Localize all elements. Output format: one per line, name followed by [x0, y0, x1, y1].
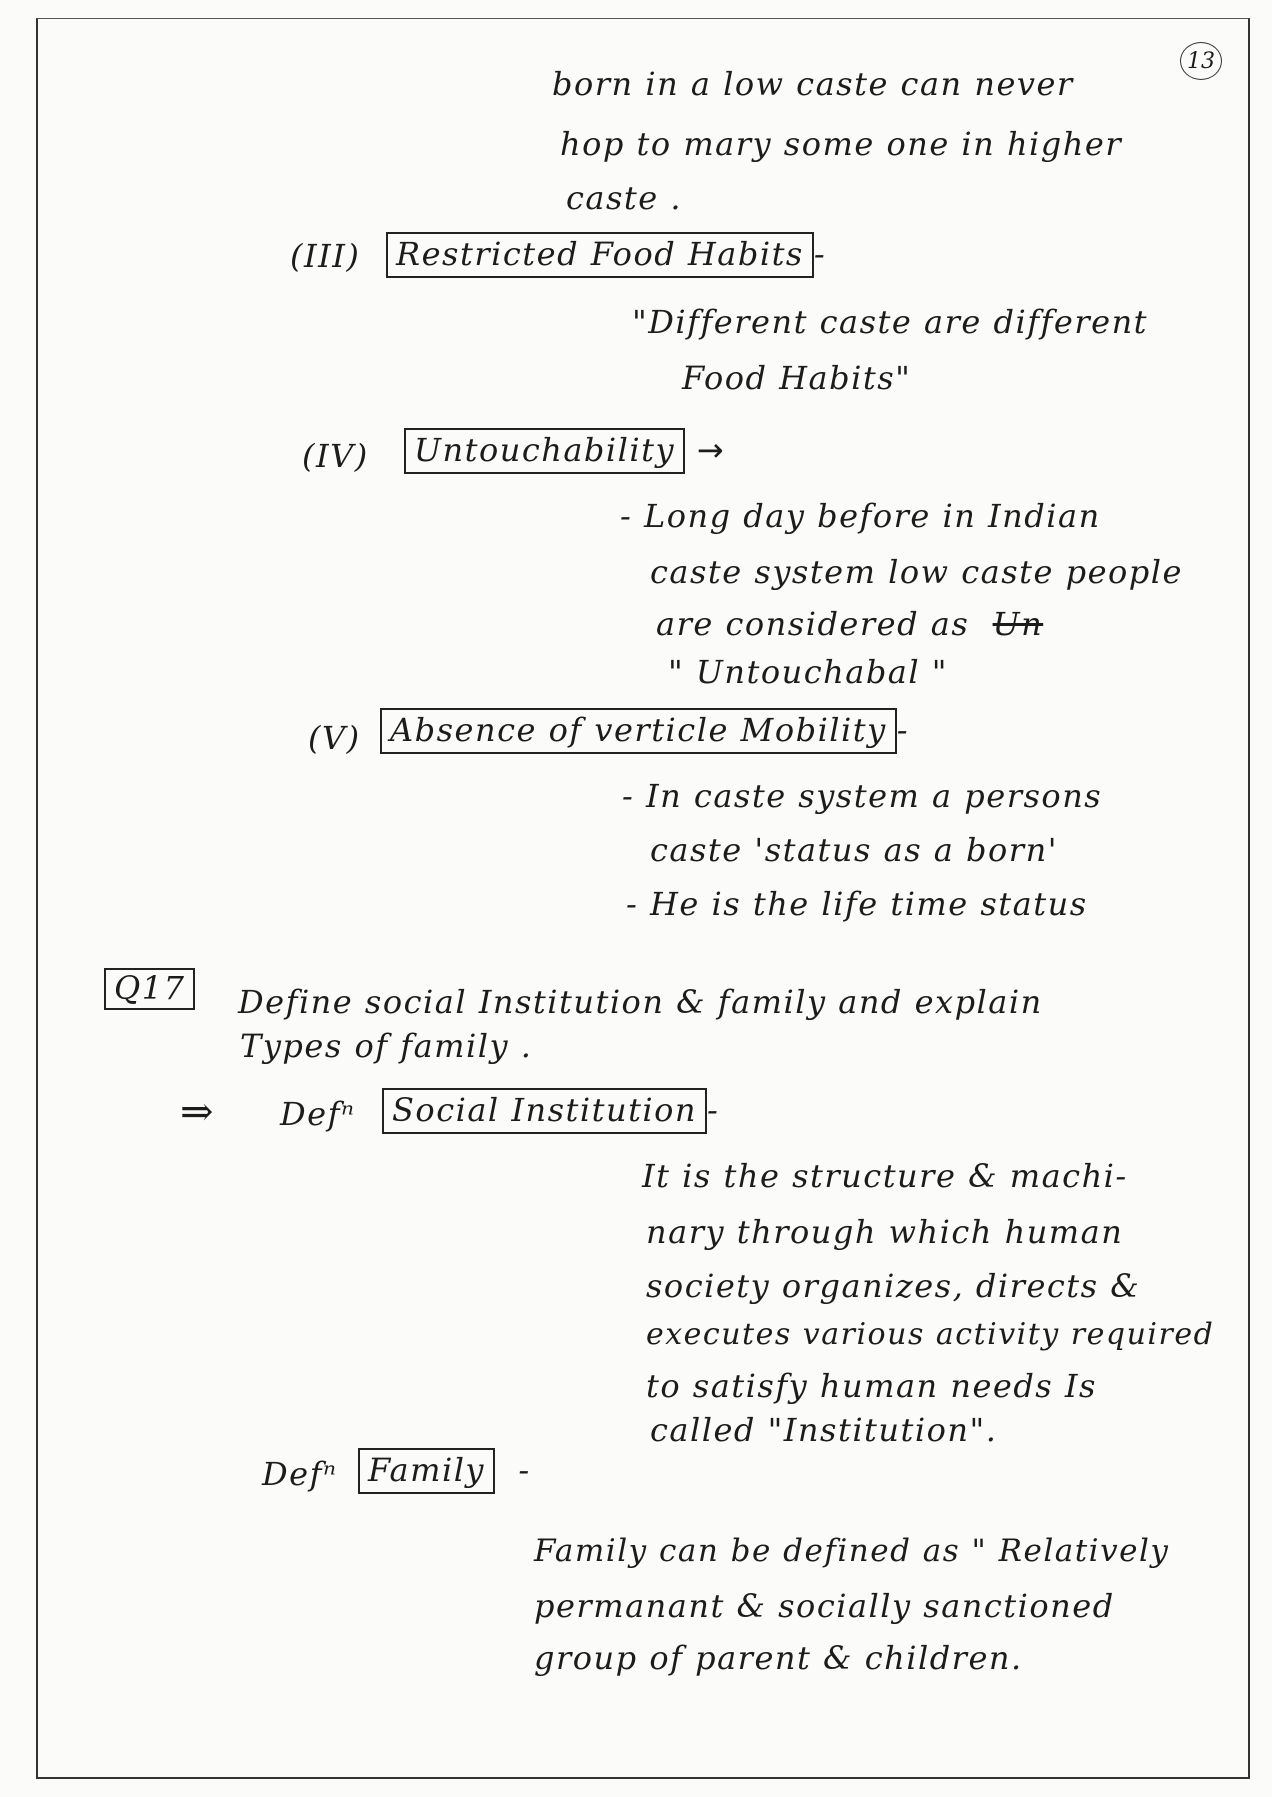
definition-prefix: Defⁿ: [280, 1095, 356, 1133]
text-line: called "Institution".: [650, 1411, 998, 1449]
text-line: caste .: [566, 179, 683, 217]
text-line: group of parent & children.: [534, 1639, 1023, 1677]
definition-prefix: Defⁿ: [262, 1455, 338, 1493]
implies-arrow-icon: ⇒: [180, 1089, 216, 1135]
question-label: [104, 968, 195, 1010]
text-line: - Long day before in Indian: [620, 497, 1101, 535]
page-number: 13: [1180, 42, 1222, 80]
text-line: - He is the life time status: [626, 885, 1088, 923]
text-line: born in a low caste can never: [552, 65, 1074, 103]
text-line: It is the structure & machi-: [642, 1157, 1128, 1195]
text-line: hop to mary some one in higher: [560, 125, 1123, 163]
point-heading: [404, 428, 725, 474]
text-line: nary through which human: [646, 1213, 1124, 1251]
text-line: are considered as Un: [656, 605, 1044, 643]
text-line: "Different caste are different: [632, 303, 1149, 341]
point-number: (IV): [302, 437, 369, 475]
text-line: society organizes, directs &: [646, 1267, 1141, 1305]
point-heading: Absence of verticle Mobility -: [380, 708, 909, 754]
heading-box: Social Institution: [382, 1088, 707, 1134]
text-line: executes various activity required: [646, 1317, 1215, 1352]
question-text: Types of family .: [240, 1027, 533, 1065]
point-number: (V): [308, 719, 361, 757]
text-line: Food Habits": [682, 359, 912, 397]
point-heading: Restricted Food Habits -: [386, 232, 826, 278]
heading-box: Absence of verticle Mobility: [380, 708, 897, 754]
text-line: caste system low caste people: [650, 553, 1183, 591]
crossed-out-text: Un: [992, 605, 1044, 643]
point-number: (III): [290, 237, 361, 275]
heading-box: Untouchability: [404, 428, 685, 474]
question-text: Define social Institution & family and explain: [238, 983, 1043, 1021]
text-line: permanant & socially sanctioned: [534, 1587, 1115, 1625]
text-line: - In caste system a persons: [622, 777, 1103, 815]
heading-box: Restricted Food Habits: [386, 232, 814, 278]
question-box: Q17: [104, 968, 195, 1010]
heading-box: Family: [358, 1448, 495, 1494]
text-line: to satisfy human needs Is: [646, 1367, 1097, 1405]
text-line: Family can be defined as " Relatively: [534, 1533, 1170, 1569]
arrow-right-icon: →: [696, 431, 726, 469]
definition-heading: Social Institution -: [382, 1088, 719, 1134]
definition-heading: Family -: [358, 1448, 531, 1494]
text-line: caste 'status as a born': [650, 831, 1058, 869]
text-line: " Untouchabal ": [668, 653, 948, 691]
